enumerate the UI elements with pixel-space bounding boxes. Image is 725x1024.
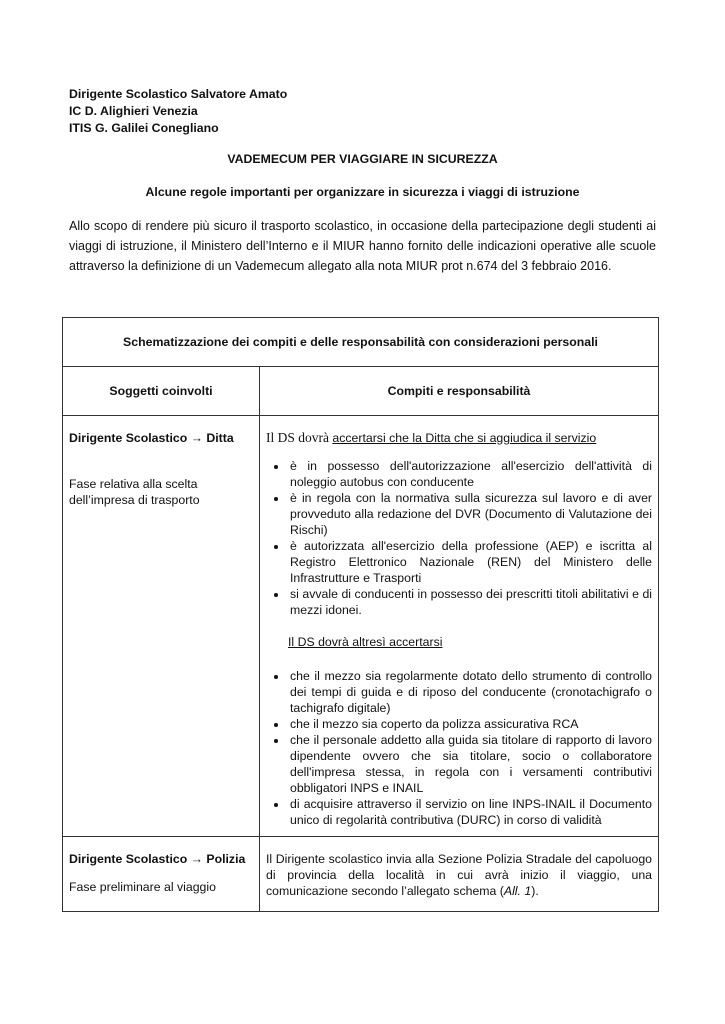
table-row <box>63 416 659 837</box>
phase-text: Fase relativa alla scelta dell’impresa di trasporto <box>69 477 200 507</box>
arrow-right-icon: → <box>190 431 203 445</box>
list-item: • che il mezzo sia regolarmente dotato dello strumento di controllo dei tempi di guida e di riposo del conducente (cronotachigrafo o tachigrafo digitale) <box>288 668 652 716</box>
document-subtitle: Alcune regole importanti per organizzare in sicurezza i viaggi di istruzione <box>145 185 580 199</box>
list-item: • è in regola con la normativa sulla sicurezza sul lavoro e di aver provveduto alla redazione del DVR (Documento di Valutazione dei Rischi) <box>288 490 652 538</box>
checklist <box>266 458 652 618</box>
phase-text: Fase preliminare al viaggio <box>69 880 216 894</box>
subject-prefix: Dirigente Scolastico <box>69 852 188 866</box>
intro-paragraph: Allo scopo di rendere più sicuro il trasporto scolastico, in occasione della partecipazione degli studenti ai viaggi di istruzione, il Ministero dell’Interno e il MIUR hanno fornito delle indicazioni operative alle scuole attraverso la definizione di un Vademecum allegato alla nota MIUR prot n.674 del 3 febbraio 2016. <box>69 219 656 273</box>
list-item: • si avvale di conducenti in possesso dei prescritti titoli abilitativi e di mezzi idonei. <box>288 586 652 618</box>
ds-text: accertarsi che la Ditta che si aggiudica il servizio <box>332 431 597 445</box>
list-item: • è in possesso dell'autorizzazione all'esercizio dell'attività di noleggio autobus con conducente <box>288 458 652 490</box>
list-item: • che il personale addetto alla guida sia titolare di rapporto di lavoro dipendente ovvero che sia titolare, socio o collaboratore dell'impresa stessa, in regola con i versamenti contributivi obbligatori INPS e INAIL <box>288 732 652 796</box>
police-paragraph <box>266 851 652 899</box>
table-caption: Schematizzazione dei compiti e delle responsabilità con considerazioni personali <box>63 318 659 367</box>
subject-target: Polizia <box>206 852 246 866</box>
author-name: Dirigente Scolastico Salvatore Amato <box>69 87 288 101</box>
list-item: • è autorizzata all'esercizio della professione (AEP) e iscritta al Registro Elettronico Nazionale (REN) del Ministero delle Infrastrutture e Trasporti <box>288 538 652 586</box>
document-title: VADEMECUM PER VIAGGIARE IN SICUREZZA <box>227 152 498 166</box>
column-header-subjects: Soggetti coinvolti <box>63 367 260 416</box>
author-block <box>69 86 287 137</box>
author-school-1: IC D. Alighieri Venezia <box>69 104 198 118</box>
checklist-2 <box>266 668 652 828</box>
duties-cell <box>260 416 659 837</box>
arrow-right-icon: → <box>190 852 203 866</box>
table-row <box>63 837 659 912</box>
list-item: • di acquisire attraverso il servizio on line INPS-INAIL il Documento unico di regolarità contributiva (DURC) in corso di validità <box>288 796 652 828</box>
subject-cell <box>63 416 260 837</box>
police-text: Il Dirigente scolastico invia alla Sezione Polizia Stradale del capoluogo di provincia della località in cui avrà inizio il viaggio, una comunicazione secondo l’allegato schema ( <box>266 852 653 898</box>
subject-prefix: Dirigente Scolastico <box>69 431 188 445</box>
attachment-reference: All. 1 <box>503 884 532 898</box>
column-header-duties: Compiti e responsabilità <box>260 367 659 416</box>
list-item: • che il mezzo sia coperto da polizza assicurativa RCA <box>288 716 652 732</box>
duties-cell <box>260 837 659 912</box>
ds-heading <box>266 430 652 446</box>
also-heading: Il DS dovrà altresì accertarsi <box>288 635 443 649</box>
author-school-2: ITIS G. Galilei Conegliano <box>69 121 219 135</box>
subject-label <box>69 430 253 446</box>
subject-label <box>69 851 253 867</box>
ds-prefix: Il DS dovrà <box>266 430 329 445</box>
responsibilities-table <box>62 317 659 912</box>
police-text-end: ). <box>531 884 539 898</box>
subject-target: Ditta <box>206 431 234 445</box>
subject-cell <box>63 837 260 912</box>
